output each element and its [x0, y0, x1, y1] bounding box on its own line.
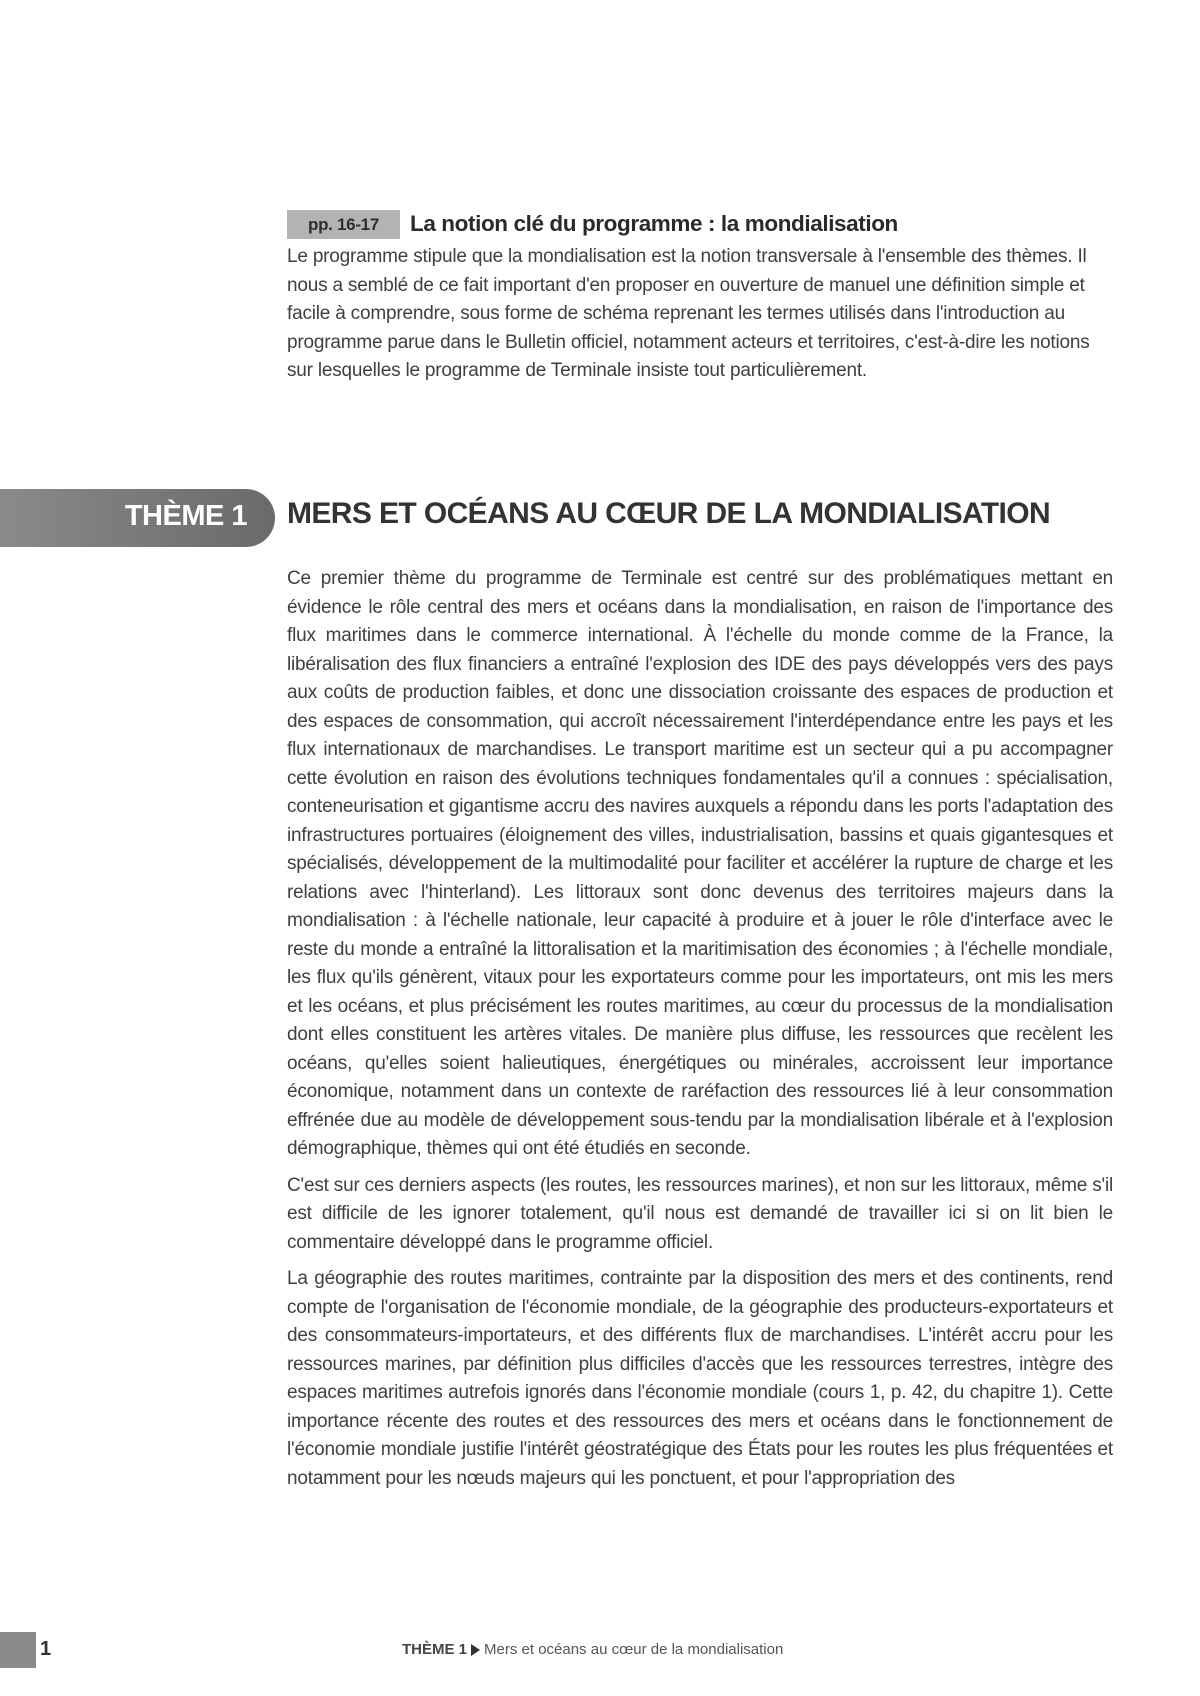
body-text — [287, 565, 1113, 1501]
page-number: 1 — [40, 1638, 52, 1660]
page-range-badge: pp. 16-17 — [287, 210, 400, 239]
notion-header — [287, 208, 1113, 240]
body-paragraph: C'est sur ces derniers aspects (les routes, les ressources marines), et non sur les littoraux, même s'il est difficile de les ignorer totalement, qu'il nous est demandé de travailler ici si on lit bien le commentaire développé dans le programme officiel. — [287, 1174, 1113, 1253]
notion-title: La notion clé du programme : la mondialisation — [410, 211, 898, 236]
running-footer — [402, 1641, 783, 1658]
theme-title: MERS ET OCÉANS AU CŒUR DE LA MONDIALISATION — [287, 497, 1051, 530]
body-paragraph: La géographie des routes maritimes, contrainte par la disposition des mers et des continents, rend compte de l'organisation de l'économie mondiale, de la géographie des producteurs-exportateurs et des consommateurs-importateurs, et des différents flux de marchandises. L'intérêt accru pour les ressources marines, par définition plus difficiles d'accès que les ressources terrestres, intègre des espaces maritimes autrefois ignorés dans l'économie mondiale (cours 1, p. 42, du chapitre 1). Cette importance récente des routes et des ressources des mers et océans dans le fonctionnement de l'économie mondiale justifie l'intérêt géostratégique des États pour les routes les plus fréquentées et notamment pour les nœuds majeurs qui les ponctuent, et pour l'appropriation des — [287, 1268, 1113, 1489]
notion-section — [287, 208, 1113, 386]
footer-theme: THÈME 1 — [402, 1641, 468, 1658]
triangle-right-icon — [471, 1644, 480, 1656]
page-number-marker — [0, 1632, 36, 1668]
body-paragraph: Ce premier thème du programme de Terminale est centré sur des problématiques mettant en évidence le rôle central des mers et océans dans la mondialisation, en raison de l'importance des flux maritimes dans le commerce international. À l'échelle du monde comme de la France, la libéralisation des flux financiers a entraîné l'explosion des IDE des pays développés vers des pays aux coûts de production faibles, et donc une dissociation croissante des espaces de production et des espaces de consommation, qui accroît nécessairement l'interdépendance entre les pays et les flux internationaux de marchandises. Le transport maritime est un secteur qui a pu accompagner cette évolution en raison des évolutions techniques fondamentales qu'il a connues : spécialisation, conteneurisation et gigantisme accru des navires auxquels a répondu dans les ports l'adaptation des infrastructures portuaires (éloignement des villes, industrialisation, bassins et quais gigantesques et spécialisés, développement de la multimodalité pour faciliter et accélérer la rupture de charge et les relations avec l'hinterland). Les littoraux sont donc devenus des territoires majeurs dans la mondialisation : à l'échelle nationale, leur capacité à produire et à jouer le rôle d'interface avec le reste du monde a entraîné la littoralisation et la maritimisation des économies ; à l'échelle mondiale, les flux qu'ils génèrent, vitaux pour les exportateurs comme pour les importateurs, ont mis les mers et les océans, et plus précisément les routes maritimes, au cœur du processus de la mondialisation dont elles constituent les artères vitales. De manière plus diffuse, les ressources que recèlent les océans, qu'elles soient halieutiques, énergétiques ou minérales, accroissent leur importance économique, notamment dans un contexte de raréfaction des ressources lié à leur consommation effrénée due au modèle de développement sous-tendu par la mondialisation libérale et à l'explosion démographique, thèmes qui ont été étudiés en seconde. — [287, 568, 1113, 1159]
footer-title: Mers et océans au cœur de la mondialisation — [484, 1641, 784, 1658]
theme-label: THÈME 1 — [124, 500, 247, 532]
theme-tab — [0, 489, 275, 547]
notion-paragraph: Le programme stipule que la mondialisation est la notion transversale à l'ensemble des thèmes. Il nous a semblé de ce fait important d'en proposer en ouverture de manuel une définition simple et facile à comprendre, sous forme de schéma reprenant les termes utilisés dans l'introduction au programme parue dans le Bulletin officiel, notamment acteurs et territoires, c'est-à-dire les notions sur lesquelles le programme de Terminale insiste tout particulièrement. — [287, 246, 1090, 381]
